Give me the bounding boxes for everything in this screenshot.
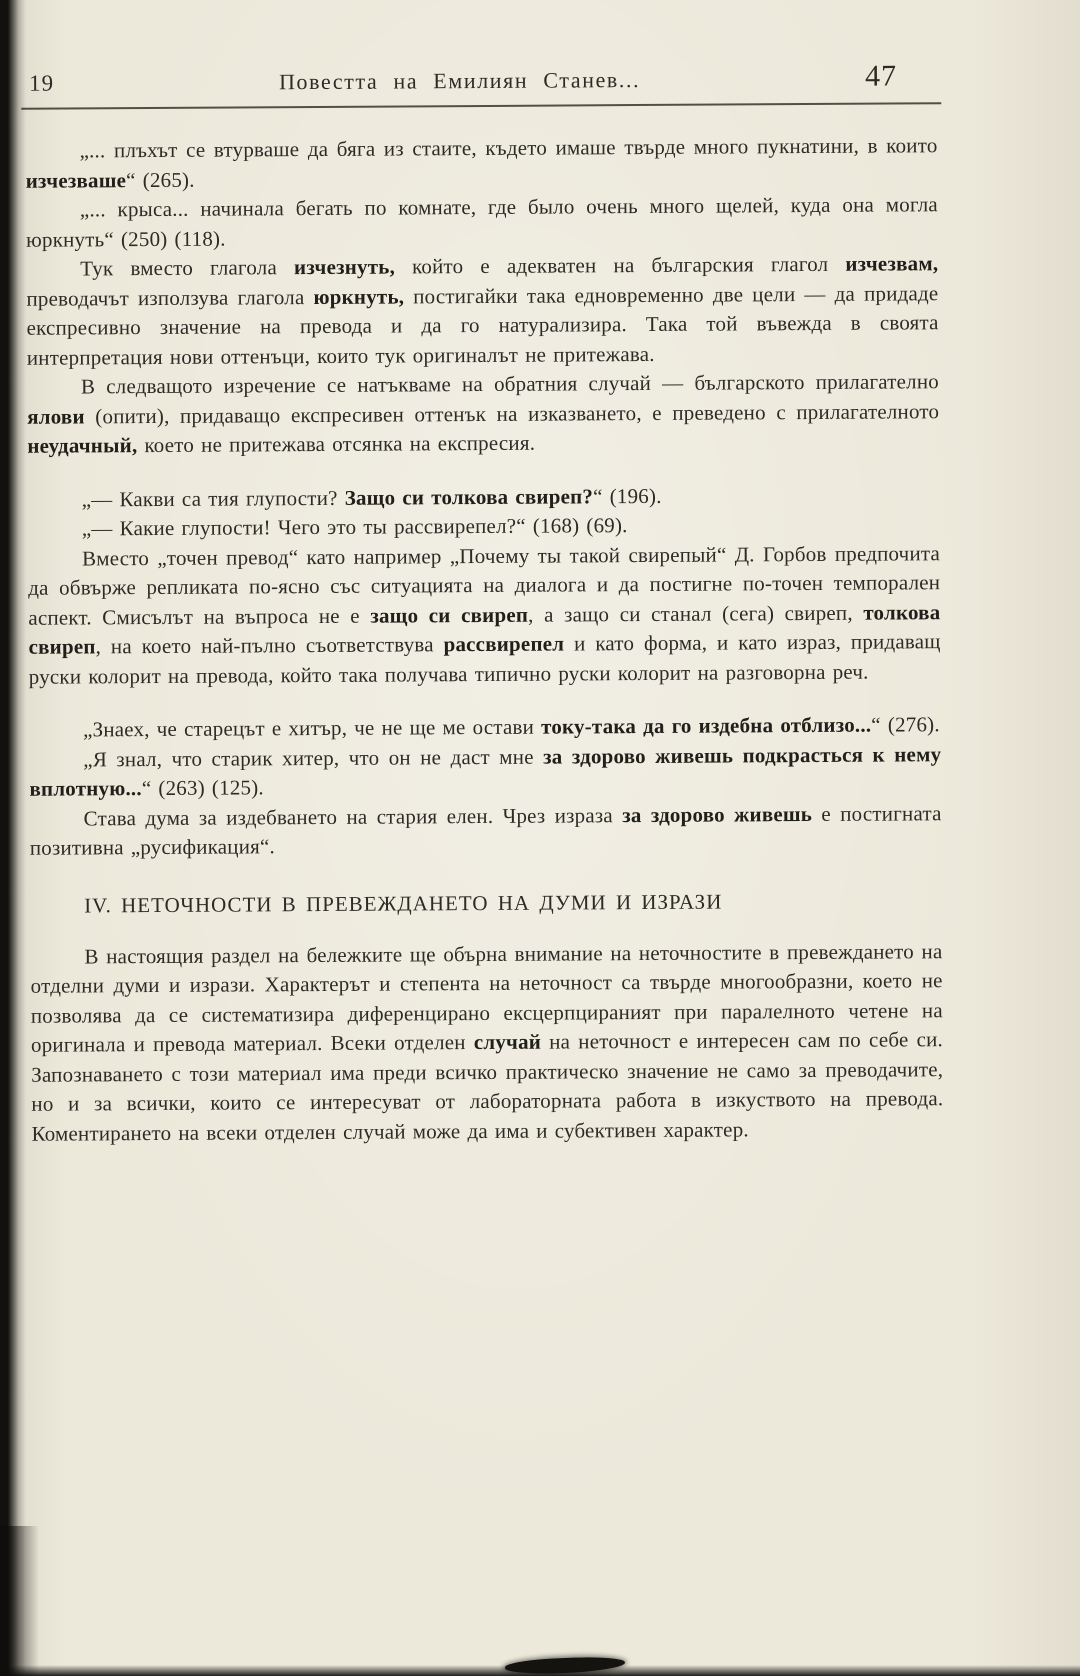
paragraph: „Я знал, что старик хитер, что он не даст мне за здорово живешь подкрасться к нему вплотную...“ (263) (125).	[29, 741, 942, 801]
paragraph: „— Какие глупости! Чего это ты рассвирепел?“ (168) (69).	[81, 513, 628, 541]
paragraph: Вместо „точен превод“ като например „Почему ты такой свирепый“ Д. Горбов предпочита да обвърже репликата по-ясно със ситуацията на диалога и да постигне по-точен темпорален аспект. Смисълът на въпроса не е защо си свиреп, а защо си станал (сега) свиреп, толкова свиреп, на което най-пълно съответствува рассвирепел и като форма, и като израз, придаващ руски колорит на превода, който така получава типично руски колорит на разговорна реч.	[28, 540, 941, 689]
page-body	[25, 131, 943, 1149]
page-header	[25, 59, 937, 99]
paragraph: „... крыса... начинала бегать по комнате, где было очень много щелей, куда она могла юркнуть“ (250) (118).	[26, 192, 938, 252]
paragraph: „Знаех, че старецът е хитър, че не ще ме остави току-така да го издебна отблизо...“ (276).	[82, 712, 940, 742]
section-heading: IV. НЕТОЧНОСТИ В ПРЕВЕЖДАНЕТО НА ДУМИ И ИЗРАЗИ	[84, 889, 723, 917]
running-title: Повестта на Емилиян Станев...	[278, 67, 641, 95]
page-content	[25, 59, 944, 1149]
page-number-left: 19	[29, 70, 55, 96]
paragraph: В следващото изречение се натъкваме на обратния случай — българското прилагателно ялови (опити), придаващо експресивен оттенък на изказването, е преведено с прилагателното неудачный, което не притежава отсянка на експресия.	[27, 369, 940, 458]
paragraph: Става дума за издебването на стария елен. Чрез израза за здорово живешь е постигната позитивна „русификация“.	[29, 800, 942, 860]
paragraph: В настоящия раздел на бележките ще обърна внимание на неточностите в превеждането на отделни думи и изрази. Характерът и степента на неточност са твърде многообразни, което не позволява да се систематизира диференцирано ексцерпцираният при паралелното четене на оригинала и превода материал. Всеки отделен случай на неточност е интересен сам по себе си. Запознаването с този материал има преди всичко практическо значение не само за преводачите, но и за всички, които се интересуват от лабораторната работа в изкуството на превода. Коментирането на всеки отделен случай може да има и субективен характер.	[30, 938, 944, 1146]
paragraph: Тук вместо глагола изчезнуть, който е адекватен на българския глагол изчезвам, преводачът използува глагола юркнуть, постигайки така едновременно две цели — да придаде експресивно значение на превода и да го натурализира. Така той въвежда в своята интерпретация нови оттенъци, които тук оригиналът не притежава.	[26, 251, 939, 370]
paragraph: „— Какви са тия глупости? Защо си толкова свиреп?“ (196).	[81, 483, 662, 511]
header-rule	[21, 102, 941, 110]
book-spine-shadow	[0, 0, 26, 1676]
page-number-right: 47	[864, 59, 898, 93]
paragraph: „... плъхът се втурваше да бяга из стаите, където имаше твърде много пукнатини, в които изчезваше“ (265).	[25, 133, 938, 193]
spine-foot-shadow	[0, 1526, 46, 1676]
